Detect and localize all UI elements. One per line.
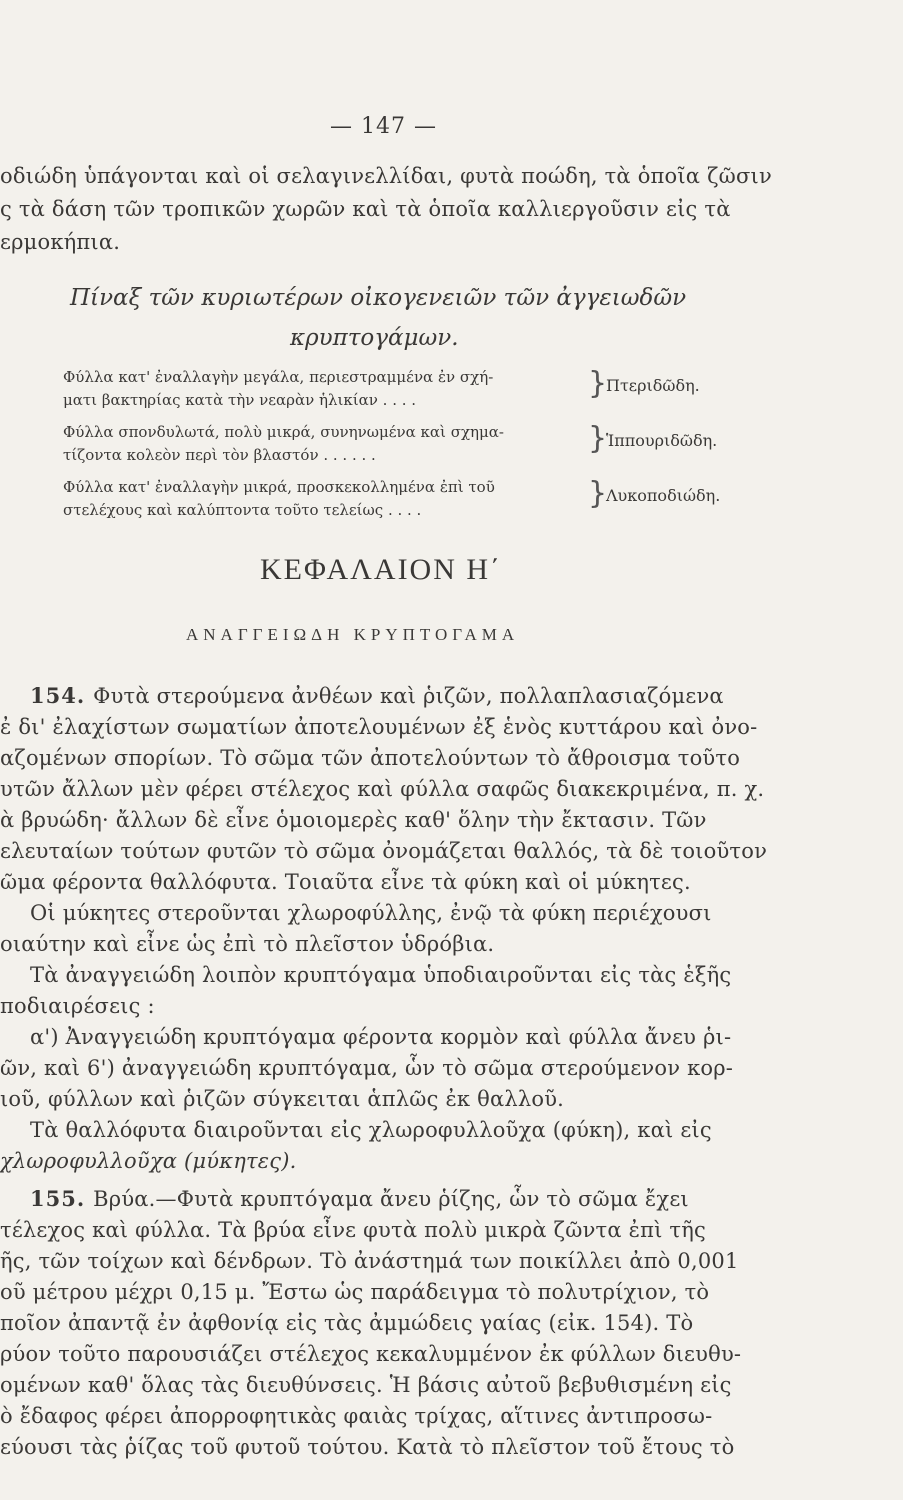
- section-154-line: ἐ δι' ἐλαχίστων σωματίων ἀποτελουμένων ἐξ ἑνὸς κυττάρου καὶ ὀνο-: [0, 715, 758, 739]
- table-row-1-line-1: Φύλλα κατ' ἐναλλαγὴν μεγάλα, περιεστραμμένα ἐν σχή-: [63, 368, 494, 386]
- table-row-2-line-2: τίζοντα κολεὸν περὶ τὸν βλαστόν . . . . . .: [63, 446, 376, 464]
- section-155-line: ῆς, τῶν τοίχων καὶ δένδρων. Τὸ ἀνάστημά των ποικίλλει ἀπὸ 0,001: [0, 1249, 739, 1273]
- table-family-3: Λυκοποδιώδη.: [606, 486, 721, 505]
- section-154-line: ὰ βρυώδη· ἄλλων δὲ εἶνε ὁμοιομερὲς καθ' ὅλην τὴν ἔκτασιν. Τῶν: [0, 808, 707, 832]
- section-154-first-text: Φυτὰ στερούμενα ἀνθέων καὶ ῥιζῶν, πολλαπλασιαζόμενα: [93, 684, 724, 708]
- section-154-line: ῶμα φέροντα θαλλόφυτα. Τοιαῦτα εἶνε τὰ φύκη καὶ οἱ μύκητες.: [0, 870, 691, 894]
- section-155-line: ὸ ἔδαφος φέρει ἀπορροφητικὰς φαιὰς τρίχας, αἵτινες ἀντιπροσω-: [0, 1404, 713, 1428]
- intro-line: ερμοκήπια.: [0, 230, 121, 254]
- section-154-line: ῶν, καὶ 6') ἀναγγειώδη κρυπτόγαμα, ὧν τὸ σῶμα στερούμενον κορ-: [0, 1056, 734, 1080]
- section-154-line: Τὰ θαλλόφυτα διαιροῦνται εἰς χλωροφυλλοῦχα (φύκη), καὶ εἰς: [30, 1118, 712, 1142]
- brace-icon: }: [588, 366, 608, 401]
- intro-line: ς τὰ δάση τῶν τροπικῶν χωρῶν καὶ τὰ ὁποῖα καλλιεργοῦσιν εἰς τὰ: [0, 197, 731, 221]
- section-155-line: εύουσι τὰς ῥίζας τοῦ φυτοῦ τούτου. Κατὰ τὸ πλεῖστον τοῦ ἔτους τὸ: [0, 1435, 735, 1459]
- section-154-line: αζομένων σπορίων. Τὸ σῶμα τῶν ἀποτελούντων τὸ ἄθροισμα τοῦτο: [0, 746, 741, 770]
- section-155-line: τέλεχος καὶ φύλλα. Τὰ βρύα εἶνε φυτὰ πολὺ μικρὰ ζῶντα ἐπὶ τῆς: [0, 1218, 706, 1242]
- section-number: 155.: [30, 1186, 86, 1211]
- page-number: — 147 —: [330, 114, 437, 139]
- table-family-2: Ἱππουριδῶδη.: [606, 431, 718, 450]
- chapter-title: ΚΕΦΑΛΑΙΟΝ Η΄: [260, 553, 503, 586]
- section-155-first-text: Βρύα.—Φυτὰ κρυπτόγαμα ἄνευ ῥίζης, ὧν τὸ σῶμα ἔχει: [93, 1187, 689, 1211]
- intro-line: οδιώδη ὑπάγονται καὶ οἱ σελαγινελλίδαι, φυτὰ ποώδη, τὰ ὁποῖα ζῶσιν: [0, 164, 772, 188]
- section-155-line: ρύον τοῦτο παρουσιάζει στέλεχος κεκαλυμμένον ἐκ φύλλων διευθυ-: [0, 1342, 742, 1366]
- chapter-subtitle: ΑΝΑΓΓΕΙΩΔΗ ΚΡΥΠΤΟΓΑΜΑ: [186, 625, 520, 644]
- section-155-line: ποῖον ἀπαντᾷ ἐν ἀφθονίᾳ εἰς τὰς ἀμμώδεις γαίας (εἰκ. 154). Τὸ: [0, 1311, 694, 1335]
- section-154-line: ελευταίων τούτων φυτῶν τὸ σῶμα ὀνομάζεται θαλλός, τὰ δὲ τοιοῦτον: [0, 839, 768, 863]
- section-154-line: οιαύτην καὶ εἶνε ὡς ἐπὶ τὸ πλεῖστον ὑδρόβια.: [0, 932, 495, 956]
- section-number: 154.: [30, 683, 86, 708]
- section-155-first-line: [30, 1185, 689, 1213]
- section-154-line: Οἱ μύκητες στεροῦνται χλωροφύλλης, ἐνῷ τὰ φύκη περιέχουσι: [30, 901, 712, 925]
- table-row-3-line-2: στελέχους καὶ καλύπτοντα τοῦτο τελείως . . . .: [63, 501, 422, 519]
- section-154-line: ποδιαιρέσεις :: [0, 994, 155, 1018]
- table-family-1: Πτεριδῶδη.: [606, 376, 700, 395]
- section-154-line: ιοῦ, φύλλων καὶ ῥιζῶν σύγκειται ἁπλῶς ἐκ θαλλοῦ.: [0, 1087, 565, 1111]
- table-row-2-line-1: Φύλλα σπονδυλωτά, πολὺ μικρά, συνηνωμένα καὶ σχημα-: [63, 423, 504, 441]
- table-title-line-2: κρυπτογάμων.: [290, 325, 459, 351]
- section-154-line: α') Ἀναγγειώδη κρυπτόγαμα φέροντα κορμὸν καὶ φύλλα ἄνευ ῥι-: [30, 1025, 732, 1049]
- section-154-first-line: [30, 682, 724, 710]
- brace-icon: }: [588, 421, 608, 456]
- table-row-1-line-2: ματι βακτηρίας κατὰ τὴν νεαρὰν ἡλικίαν . . . .: [63, 391, 417, 409]
- section-154-line: Τὰ ἀναγγειώδη λοιπὸν κρυπτόγαμα ὑποδιαιροῦνται εἰς τὰς ἑξῆς: [30, 963, 732, 987]
- section-155-line: οῦ μέτρου μέχρι 0,15 μ. Ἔστω ὡς παράδειγμα τὸ πολυτρίχιον, τὸ: [0, 1280, 710, 1304]
- section-154-line: υτῶν ἄλλων μὲν φέρει στέλεχος καὶ φύλλα σαφῶς διακεκριμένα, π. χ.: [0, 777, 765, 801]
- section-154-line: χλωροφυλλοῦχα (μύκητες).: [0, 1149, 297, 1173]
- brace-icon: }: [588, 476, 608, 511]
- section-155-line: ομένων καθ' ὅλας τὰς διευθύνσεις. Ἡ βάσις αὐτοῦ βεβυθισμένη εἰς: [0, 1373, 732, 1397]
- table-row-3-line-1: Φύλλα κατ' ἐναλλαγὴν μικρά, προσκεκολλημένα ἐπὶ τοῦ: [63, 478, 495, 496]
- table-title-line-1: Πίναξ τῶν κυριωτέρων οἰκογενειῶν τῶν ἀγγειωδῶν: [70, 285, 687, 311]
